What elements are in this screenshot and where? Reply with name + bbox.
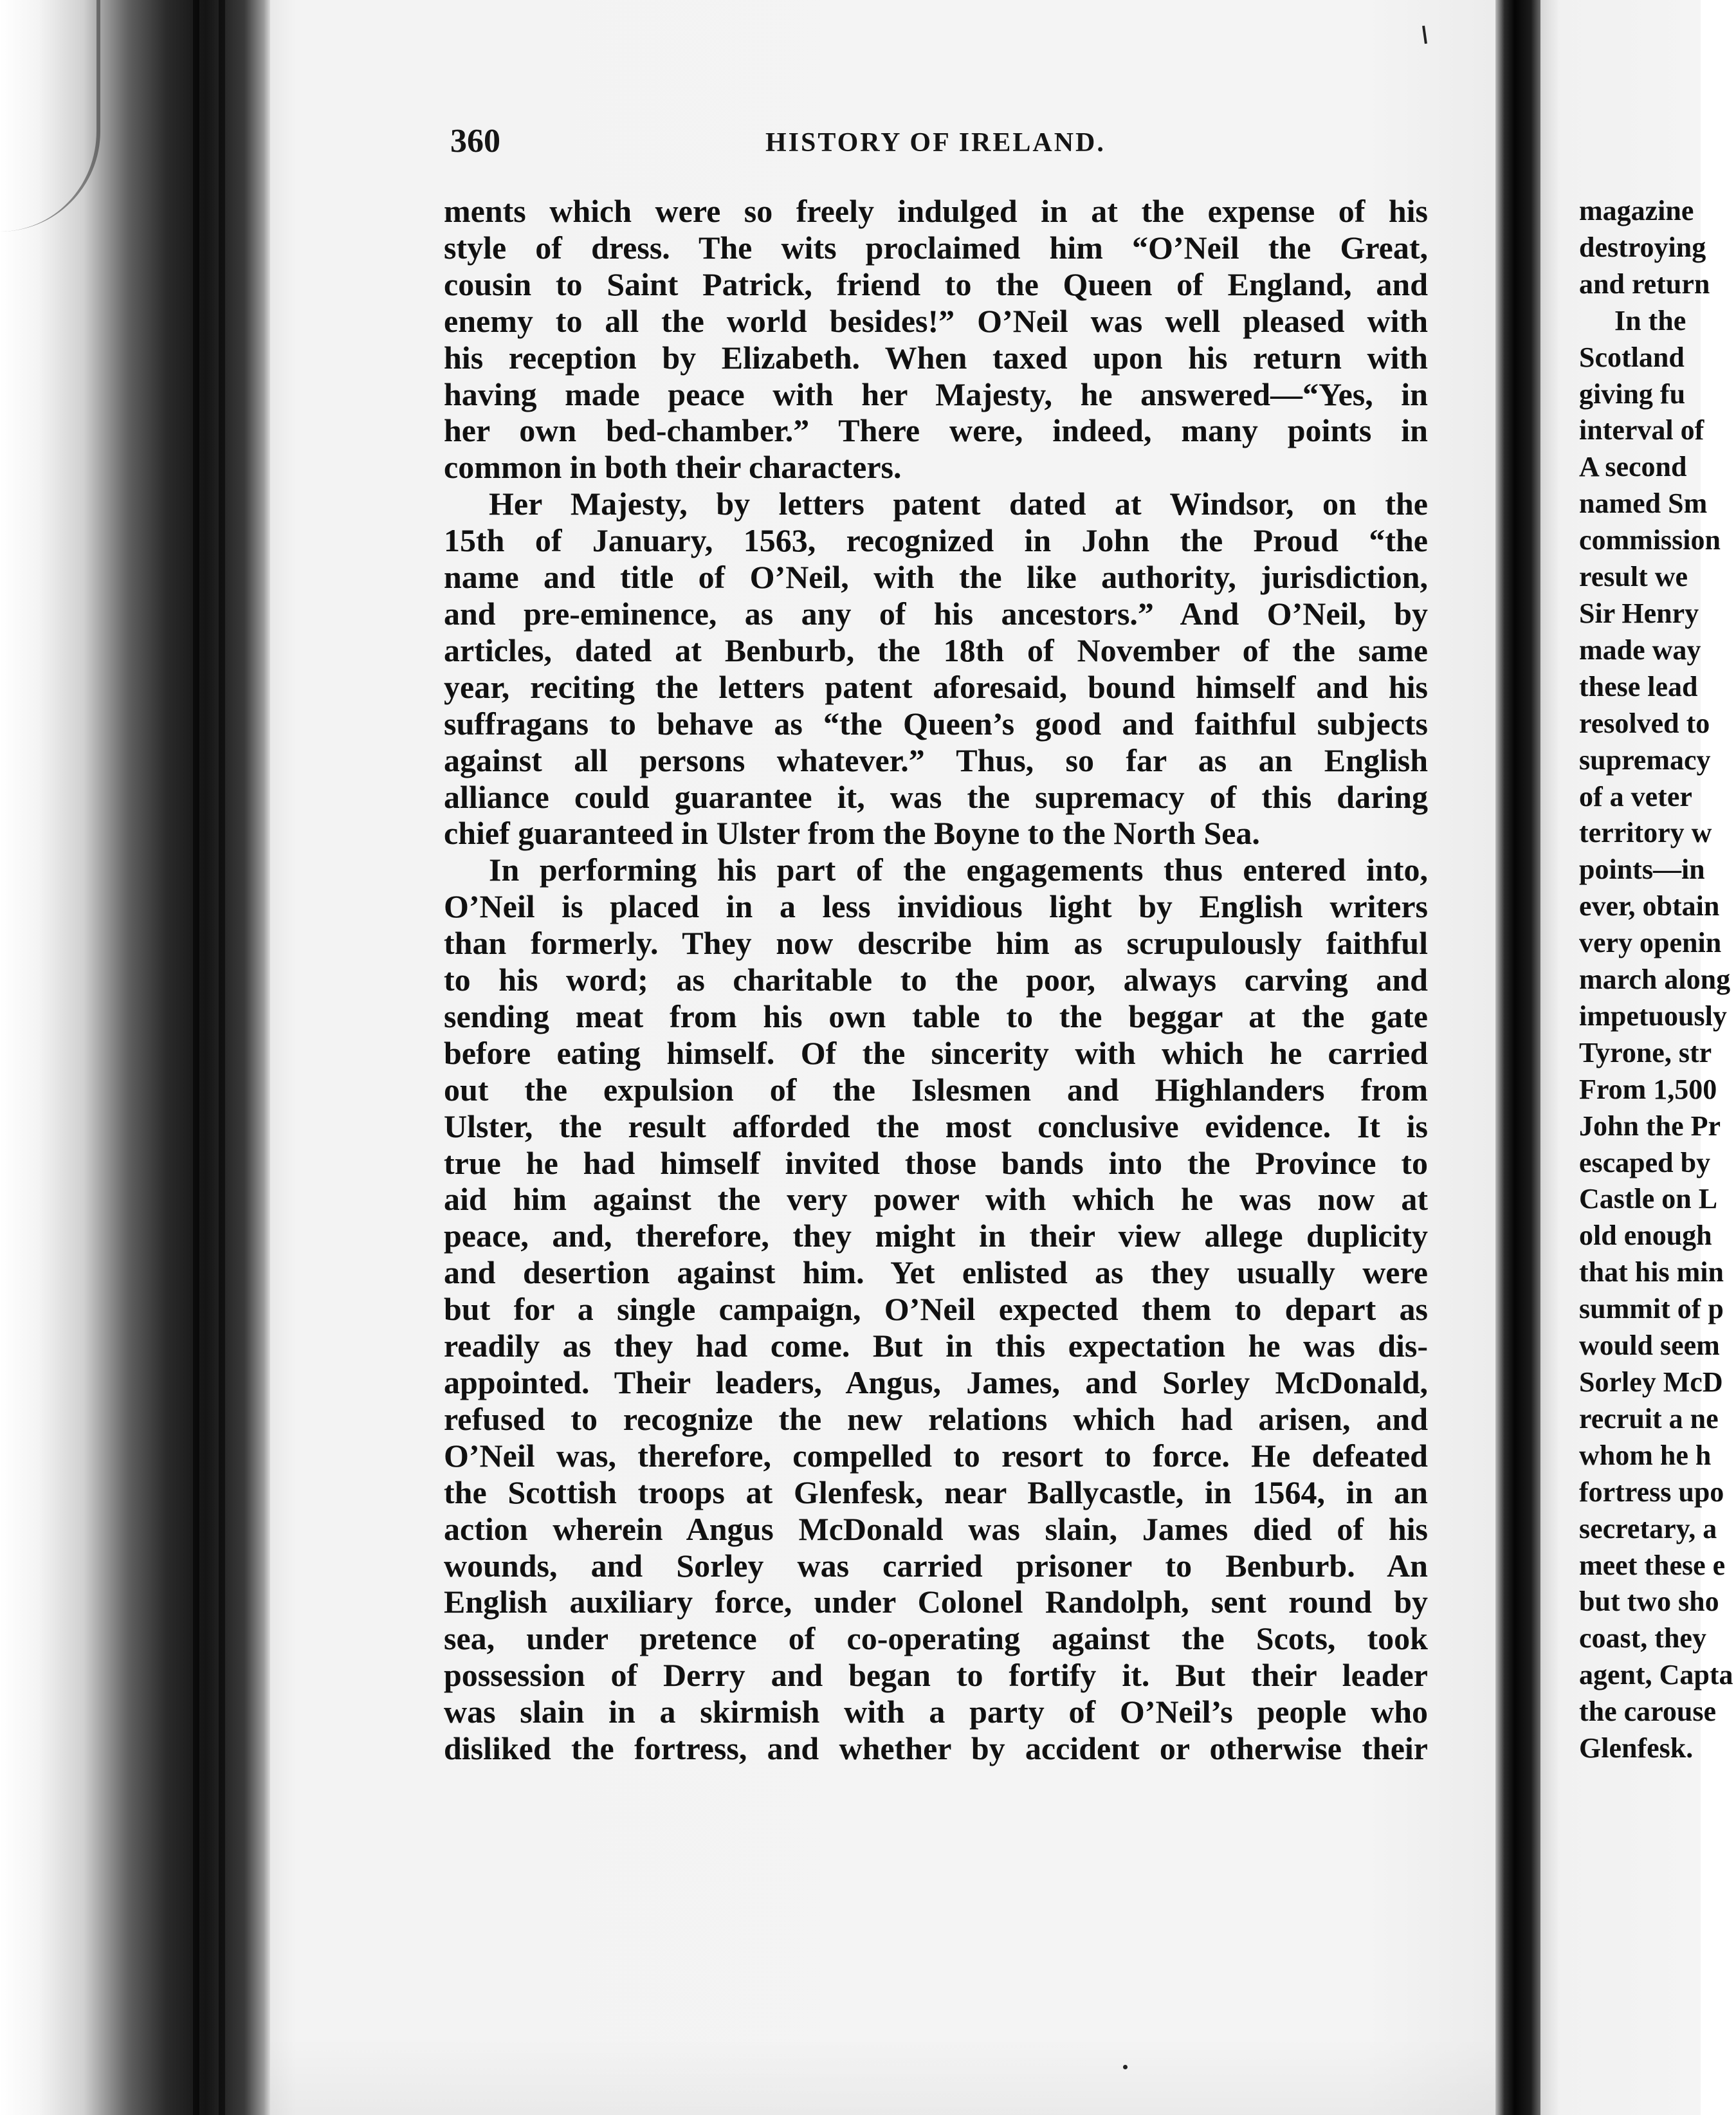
text-line: year, reciting the letters patent aforesaid, bound himself and his — [444, 668, 1428, 705]
next-page-line: and return — [1579, 268, 1710, 300]
text-line: suffragans to behave as “the Queen’s good and faithful subjects — [444, 705, 1428, 742]
page-shadow — [270, 2038, 1495, 2115]
text-line: Her Majesty, by letters patent dated at Windsor, on the — [489, 486, 1428, 522]
text-line: style of dress. The wits proclaimed him “O’Neil the Great, — [444, 229, 1428, 266]
text-line: English auxiliary force, under Colonel Randolph, sent round by — [444, 1584, 1428, 1620]
next-page-line: Glenfesk. — [1579, 1732, 1694, 1764]
text-line: O’Neil is placed in a less invidious light by English writers — [444, 888, 1428, 925]
text-line: 15th of January, 1563, recognized in John the Proud “the — [444, 522, 1428, 559]
next-page-line: impetuously — [1579, 1000, 1727, 1032]
binding-shadow — [193, 0, 199, 2115]
text-line: enemy to all the world besides!” O’Neil was well pleased with — [444, 302, 1428, 339]
text-line: peace, and, therefore, they might in their view allege duplicity — [444, 1218, 1428, 1254]
next-page-line: escaped by — [1579, 1146, 1711, 1178]
next-page-line: interval of — [1579, 414, 1704, 446]
next-page-line: giving fu — [1579, 378, 1686, 410]
next-page-line: result we — [1579, 561, 1688, 593]
text-line: and pre-eminence, as any of his ancestors.” And O’Neil, by — [444, 595, 1428, 632]
next-page-line: that his min — [1579, 1256, 1724, 1288]
page-number: 360 — [450, 123, 500, 160]
text-line: her own bed-chamber.” There were, indeed, many points in — [444, 412, 1428, 449]
text-line: O’Neil was, therefore, compelled to resort to force. He defeated — [444, 1437, 1428, 1474]
text-line: sending meat from his own table to the beggar at the gate — [444, 998, 1428, 1034]
text-line: wounds, and Sorley was carried prisoner to Benburb. An — [444, 1547, 1428, 1584]
next-page-line: but two sho — [1579, 1586, 1719, 1618]
text-line: before eating himself. Of the sincerity with which he carried — [444, 1034, 1428, 1071]
book-binding-gutter — [0, 0, 270, 2115]
next-page-line: whom he h — [1579, 1439, 1712, 1471]
page-divider — [1495, 0, 1540, 2115]
body-text — [444, 193, 1428, 1767]
text-line: common in both their characters. — [444, 449, 902, 486]
next-page-line: meet these e — [1579, 1549, 1726, 1581]
text-line: chief guaranteed in Ulster from the Boyne to the North Sea. — [444, 815, 1260, 852]
next-page-line: old enough — [1579, 1220, 1712, 1252]
next-page-line: coast, they — [1579, 1622, 1706, 1654]
text-line: articles, dated at Benburb, the 18th of November of the same — [444, 632, 1428, 668]
next-page-line: recruit a ne — [1579, 1402, 1719, 1434]
scan-mark — [1123, 2065, 1128, 2069]
next-page-line: summit of p — [1579, 1293, 1724, 1325]
text-line: his reception by Elizabeth. When taxed upon his return with — [444, 339, 1428, 376]
page-edge-curl — [0, 0, 100, 232]
next-page-line: would seem — [1579, 1330, 1720, 1362]
next-page-line: supremacy — [1579, 744, 1711, 776]
text-line: cousin to Saint Patrick, friend to the Queen of England, and — [444, 266, 1428, 302]
next-page-line: named Sm — [1579, 488, 1708, 520]
text-line: sea, under pretence of co-operating against the Scots, took — [444, 1620, 1428, 1657]
text-line: appointed. Their leaders, Angus, James, and Sorley McDonald, — [444, 1364, 1428, 1400]
next-page-line: A second — [1579, 451, 1687, 483]
next-page-line: points—in — [1579, 854, 1705, 886]
text-line: Ulster, the result afforded the most conclusive evidence. It is — [444, 1108, 1428, 1144]
next-page-text — [1579, 193, 1736, 1767]
next-page-line: resolved to — [1579, 707, 1710, 739]
next-page-line: Castle on L — [1579, 1183, 1718, 1215]
next-page-line: made way — [1579, 634, 1701, 666]
text-line: name and title of O’Neil, with the like authority, jurisdiction, — [444, 559, 1428, 596]
text-line: readily as they had come. But in this expectation he was dis- — [444, 1328, 1428, 1364]
next-page-line: Scotland — [1579, 341, 1685, 373]
text-line: was slain in a skirmish with a party of O’Neil’s people who — [444, 1694, 1428, 1730]
text-line: to his word; as charitable to the poor, always carving and — [444, 962, 1428, 998]
next-page-line: very openin — [1579, 927, 1722, 959]
text-line: action wherein Angus McDonald was slain, James died of his — [444, 1510, 1428, 1547]
text-line: refused to recognize the new relations which had arisen, and — [444, 1400, 1428, 1437]
text-line: against all persons whatever.” Thus, so far as an English — [444, 742, 1428, 778]
next-page-line: Sorley McD — [1579, 1366, 1723, 1398]
next-page-line: Sir Henry — [1579, 597, 1699, 629]
text-line: disliked the fortress, and whether by accident or otherwise their — [444, 1730, 1428, 1767]
text-line: and desertion against him. Yet enlisted as they usually were — [444, 1254, 1428, 1291]
text-line: possession of Derry and began to fortify it. But their leader — [444, 1657, 1428, 1694]
next-page-line: From 1,500 — [1579, 1073, 1717, 1105]
text-line: than formerly. They now describe him as scrupulously faithful — [444, 925, 1428, 962]
next-page-line: fortress upo — [1579, 1476, 1724, 1508]
next-page-line: ever, obtain — [1579, 890, 1720, 922]
next-page-line: these lead — [1579, 670, 1698, 702]
binding-shadow — [219, 0, 225, 2115]
next-page-line: John the Pr — [1579, 1110, 1721, 1142]
next-page-line: commission — [1579, 524, 1721, 556]
next-page-line: destroying — [1579, 231, 1706, 263]
text-line: alliance could guarantee it, was the supremacy of this daring — [444, 778, 1428, 815]
next-page-line: secretary, a — [1579, 1512, 1717, 1544]
next-page-line: In the — [1614, 304, 1686, 336]
text-line: but for a single campaign, O’Neil expected them to depart as — [444, 1291, 1428, 1328]
next-page-line: territory w — [1579, 817, 1712, 849]
text-line: out the expulsion of the Islesmen and Highlanders from — [444, 1071, 1428, 1108]
next-page-line: agent, Capta — [1579, 1659, 1733, 1691]
text-line: the Scottish troops at Glenfesk, near Ballycastle, in 1564, in an — [444, 1474, 1428, 1510]
next-page-line: march along — [1579, 964, 1731, 996]
text-line: ments which were so freely indulged in at the expense of his — [444, 193, 1428, 229]
text-line: having made peace with her Majesty, he answered—“Yes, in — [444, 376, 1428, 412]
next-page-line: Tyrone, str — [1579, 1036, 1712, 1068]
next-page-line: the carouse — [1579, 1696, 1717, 1728]
text-line: In performing his part of the engagements thus entered into, — [489, 852, 1428, 888]
page-header — [450, 122, 1415, 167]
next-page-line: magazine — [1579, 195, 1694, 226]
next-page-line: of a veter — [1579, 780, 1692, 812]
running-title: HISTORY OF IRELAND. — [765, 128, 1106, 158]
text-line: aid him against the very power with which he was now at — [444, 1181, 1428, 1218]
text-line: true he had himself invited those bands into the Province to — [444, 1144, 1428, 1181]
